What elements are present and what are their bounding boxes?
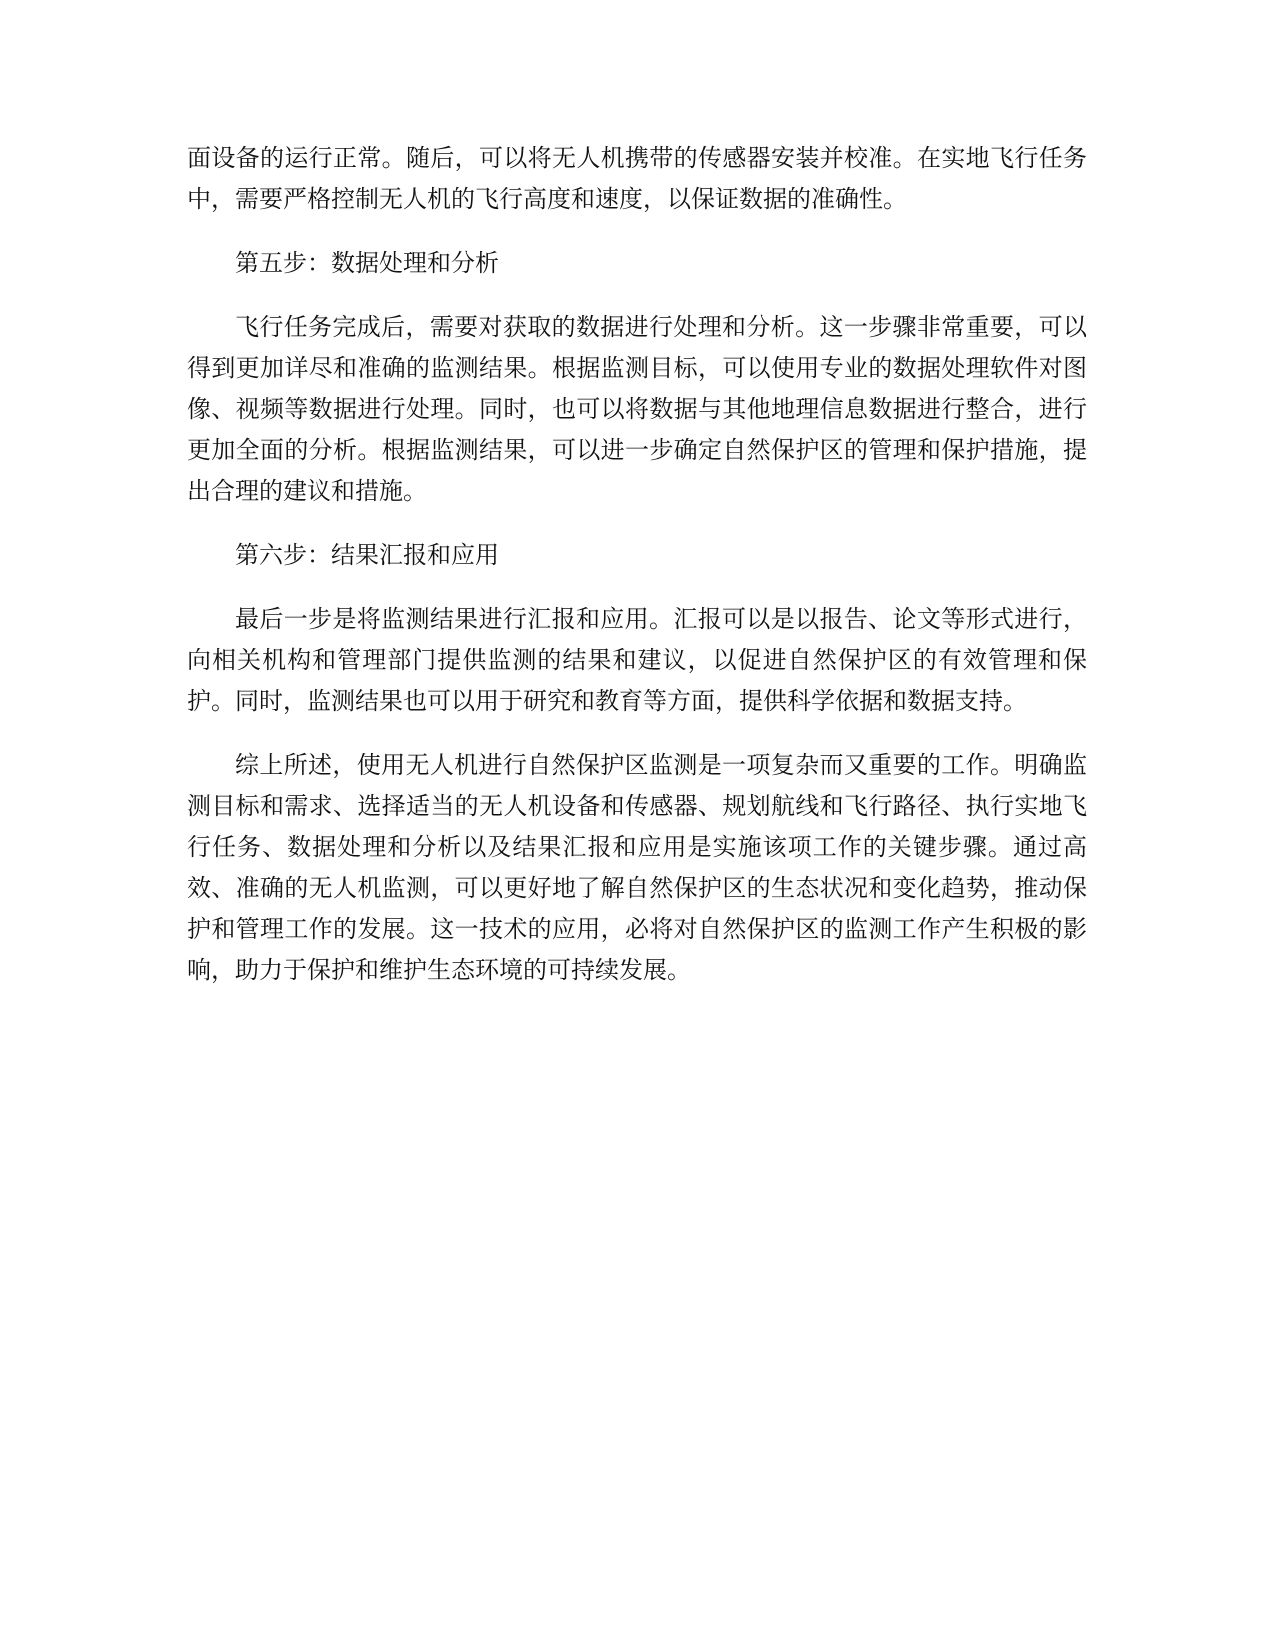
paragraph-results-reporting: 最后一步是将监测结果进行汇报和应用。汇报可以是以报告、论文等形式进行，向相关机构和管理部门提供监测的结果和建议，以促进自然保护区的有效管理和保护。同时，监测结果也可以用于研究和教育等方面，提供科学依据和数据支持。 xyxy=(187,605,1087,715)
document-body xyxy=(187,138,1087,1014)
step-five-heading: 第五步：数据处理和分析 xyxy=(235,249,499,277)
paragraph-data-processing: 飞行任务完成后，需要对获取的数据进行处理和分析。这一步骤非常重要，可以得到更加详尽和准确的监测结果。根据监测目标，可以使用专业的数据处理软件对图像、视频等数据进行处理。同时，也可以将数据与其他地理信息数据进行整合，进行更加全面的分析。根据监测结果，可以进一步确定自然保护区的管理和保护措施，提出合理的建议和措施。 xyxy=(187,313,1087,505)
paragraph-conclusion: 综上所述，使用无人机进行自然保护区监测是一项复杂而又重要的工作。明确监测目标和需求、选择适当的无人机设备和传感器、规划航线和飞行路径、执行实地飞行任务、数据处理和分析以及结果汇报和应用是实施该项工作的关键步骤。通过高效、准确的无人机监测，可以更好地了解自然保护区的生态状况和变化趋势，推动保护和管理工作的发展。这一技术的应用，必将对自然保护区的监测工作产生积极的影响，助力于保护和维护生态环境的可持续发展。 xyxy=(187,751,1087,984)
step-six-heading: 第六步：结果汇报和应用 xyxy=(235,541,499,569)
paragraph-continuation: 面设备的运行正常。随后，可以将无人机携带的传感器安装并校准。在实地飞行任务中，需要严格控制无人机的飞行高度和速度，以保证数据的准确性。 xyxy=(187,144,1087,213)
